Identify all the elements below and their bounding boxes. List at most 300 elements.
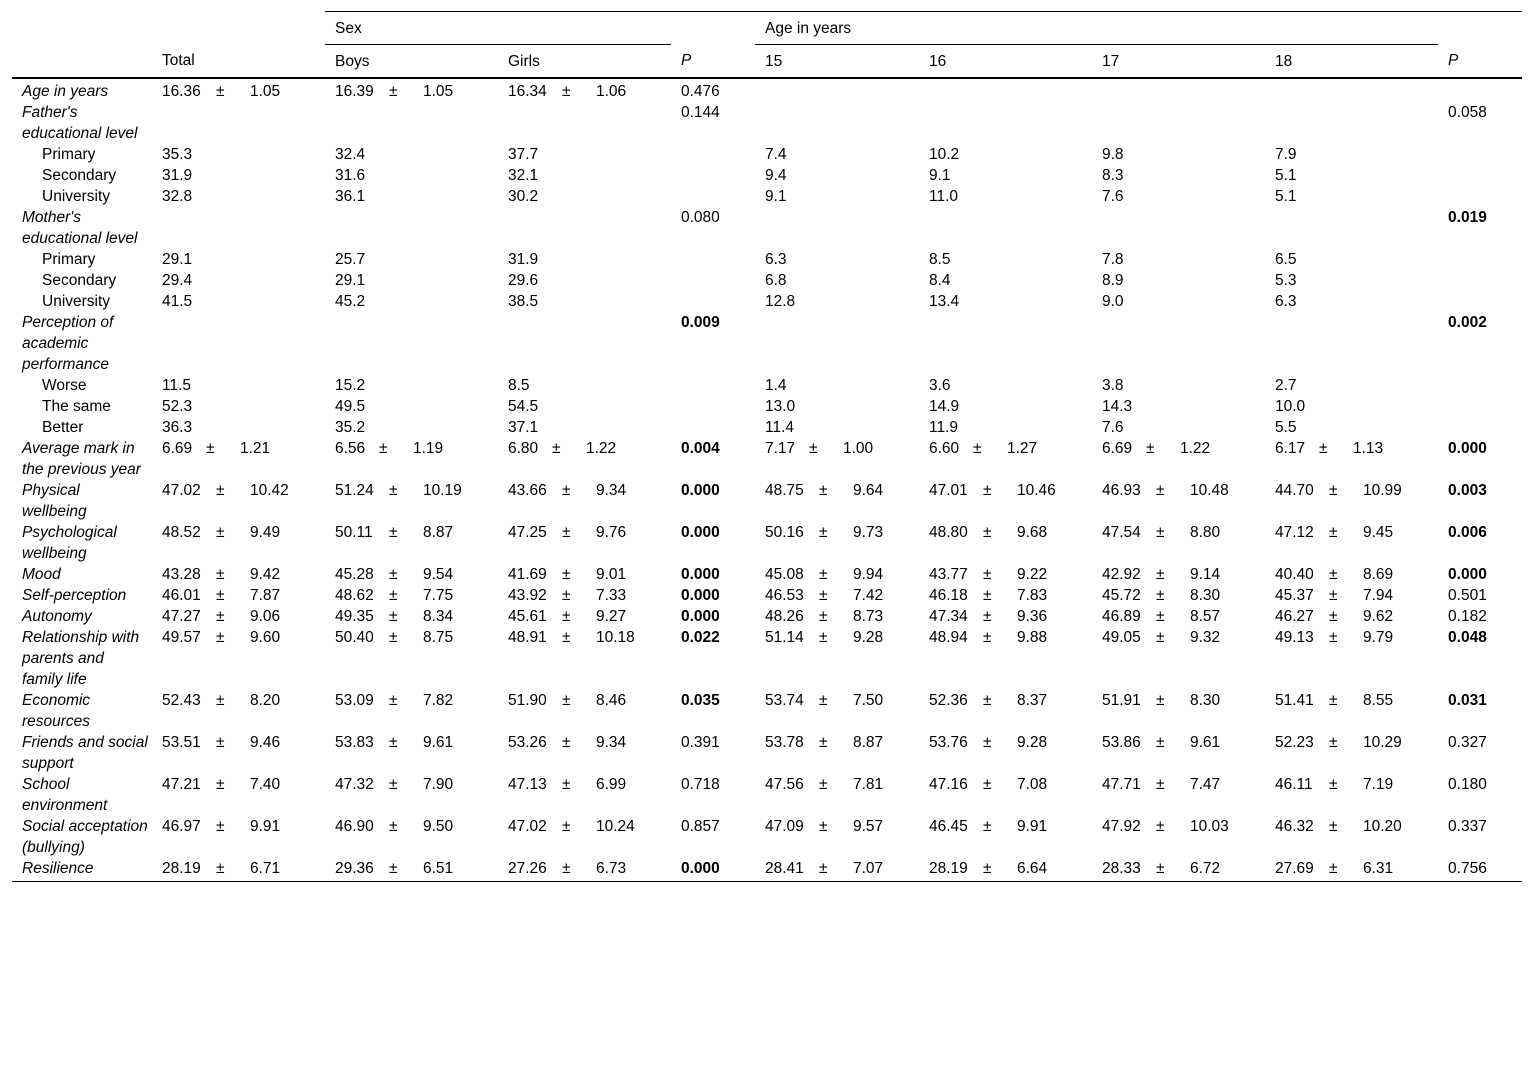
cell-a16 [919, 312, 1092, 375]
mean-value: 46.01 [162, 587, 201, 604]
cell-total [152, 249, 325, 270]
percent-value: 38.5 [508, 293, 539, 310]
cell-a15 [755, 732, 919, 774]
plus-minus-sign: ± [206, 440, 215, 457]
sd-value: 9.27 [596, 608, 627, 625]
percent-value: 54.5 [508, 398, 539, 415]
p-value: 0.182 [1448, 608, 1487, 625]
plus-minus-sign: ± [819, 566, 828, 583]
mean-value: 6.56 [335, 440, 366, 457]
plus-minus-sign: ± [819, 734, 828, 751]
cell-a18 [1265, 207, 1438, 249]
mean-value: 43.28 [162, 566, 201, 583]
p-value: 0.756 [1448, 860, 1487, 877]
plus-minus-sign: ± [1329, 587, 1338, 604]
plus-minus-sign: ± [389, 608, 398, 625]
cell-a17 [1092, 690, 1265, 732]
mean-value: 47.71 [1102, 776, 1141, 793]
header-age-17: 17 [1092, 45, 1265, 79]
sd-value: 10.03 [1190, 818, 1229, 835]
mean-value: 52.36 [929, 692, 968, 709]
mean-value: 53.86 [1102, 734, 1141, 751]
mean-value: 45.08 [765, 566, 804, 583]
plus-minus-sign: ± [216, 608, 225, 625]
cell-boys [325, 774, 498, 816]
cell-a15 [755, 564, 919, 585]
p-value: 0.180 [1448, 776, 1487, 793]
sd-value: 7.08 [1017, 776, 1048, 793]
cell-a16 [919, 375, 1092, 396]
cell-a17 [1092, 78, 1265, 102]
percent-value: 8.5 [508, 377, 530, 394]
cell-a18 [1265, 564, 1438, 585]
percent-value: 7.4 [765, 146, 787, 163]
sd-value: 1.21 [240, 440, 271, 457]
table-row [12, 585, 1522, 606]
cell-total [152, 144, 325, 165]
table-row [12, 564, 1522, 585]
cell-p-sex [671, 627, 755, 690]
plus-minus-sign: ± [216, 587, 225, 604]
table-row [12, 606, 1522, 627]
percent-value: 13.0 [765, 398, 796, 415]
percent-value: 37.7 [508, 146, 539, 163]
cell-boys [325, 858, 498, 882]
mean-value: 27.26 [508, 860, 547, 877]
cell-girls [498, 417, 671, 438]
plus-minus-sign: ± [562, 692, 571, 709]
sd-value: 9.28 [1017, 734, 1048, 751]
percent-value: 14.3 [1102, 398, 1133, 415]
table-row [12, 438, 1522, 480]
mean-value: 46.45 [929, 818, 968, 835]
sd-value: 9.42 [250, 566, 281, 583]
mean-value: 51.14 [765, 629, 804, 646]
cell-a16 [919, 585, 1092, 606]
sd-value: 9.06 [250, 608, 281, 625]
mean-value: 45.28 [335, 566, 374, 583]
plus-minus-sign: ± [983, 776, 992, 793]
p-value: 0.337 [1448, 818, 1487, 835]
cell-boys [325, 165, 498, 186]
percent-value: 7.8 [1102, 251, 1124, 268]
cell-boys [325, 375, 498, 396]
plus-minus-sign: ± [379, 440, 388, 457]
cell-a17 [1092, 249, 1265, 270]
sd-value: 9.79 [1363, 629, 1394, 646]
plus-minus-sign: ± [389, 776, 398, 793]
p-value: 0.000 [681, 608, 720, 625]
cell-boys [325, 627, 498, 690]
cell-p-age [1438, 606, 1522, 627]
cell-total [152, 312, 325, 375]
sd-value: 9.64 [853, 482, 884, 499]
plus-minus-sign: ± [1156, 587, 1165, 604]
mean-value: 42.92 [1102, 566, 1141, 583]
sd-value: 7.19 [1363, 776, 1394, 793]
mean-value: 6.69 [162, 440, 193, 457]
cell-p-sex [671, 564, 755, 585]
mean-value: 45.72 [1102, 587, 1141, 604]
percent-value: 49.5 [335, 398, 366, 415]
p-value: 0.000 [1448, 440, 1487, 457]
cell-p-sex [671, 816, 755, 858]
cell-p-sex [671, 480, 755, 522]
plus-minus-sign: ± [1329, 734, 1338, 751]
mean-value: 6.80 [508, 440, 539, 457]
plus-minus-sign: ± [973, 440, 982, 457]
cell-p-sex [671, 270, 755, 291]
sd-value: 9.62 [1363, 608, 1394, 625]
cell-p-age [1438, 102, 1522, 144]
cell-a18 [1265, 78, 1438, 102]
plus-minus-sign: ± [1329, 776, 1338, 793]
sd-value: 9.49 [250, 524, 281, 541]
sd-value: 6.31 [1363, 860, 1394, 877]
cell-a15 [755, 291, 919, 312]
p-value: 0.391 [681, 734, 720, 751]
plus-minus-sign: ± [216, 524, 225, 541]
sd-value: 9.01 [596, 566, 627, 583]
cell-girls [498, 375, 671, 396]
cell-a17 [1092, 732, 1265, 774]
cell-p-sex [671, 522, 755, 564]
sd-value: 8.73 [853, 608, 884, 625]
table-row [12, 858, 1522, 882]
plus-minus-sign: ± [1156, 608, 1165, 625]
cell-p-age [1438, 732, 1522, 774]
cell-total [152, 774, 325, 816]
cell-p-sex [671, 438, 755, 480]
cell-a16 [919, 816, 1092, 858]
sd-value: 10.42 [250, 482, 289, 499]
mean-value: 48.75 [765, 482, 804, 499]
cell-boys [325, 522, 498, 564]
cell-a16 [919, 606, 1092, 627]
cell-p-age [1438, 207, 1522, 249]
cell-p-sex [671, 102, 755, 144]
sd-value: 10.99 [1363, 482, 1402, 499]
row-variable-label: School environment [22, 776, 108, 814]
mean-value: 28.33 [1102, 860, 1141, 877]
cell-girls [498, 396, 671, 417]
mean-value: 16.34 [508, 83, 547, 100]
plus-minus-sign: ± [562, 83, 571, 100]
cell-a18 [1265, 690, 1438, 732]
cell-boys [325, 291, 498, 312]
cell-p-age [1438, 165, 1522, 186]
plus-minus-sign: ± [983, 734, 992, 751]
percent-value: 12.8 [765, 293, 796, 310]
mean-value: 46.32 [1275, 818, 1314, 835]
percent-value: 10.2 [929, 146, 960, 163]
plus-minus-sign: ± [389, 734, 398, 751]
row-category-label: Primary [42, 251, 96, 268]
cell-p-sex [671, 291, 755, 312]
cell-girls [498, 606, 671, 627]
cell-a18 [1265, 627, 1438, 690]
sd-value: 9.91 [250, 818, 281, 835]
mean-value: 40.40 [1275, 566, 1314, 583]
table-header [12, 12, 1522, 79]
plus-minus-sign: ± [389, 629, 398, 646]
cell-a17 [1092, 186, 1265, 207]
sd-value: 9.50 [423, 818, 454, 835]
mean-value: 51.90 [508, 692, 547, 709]
cell-girls [498, 144, 671, 165]
cell-p-sex [671, 207, 755, 249]
cell-boys [325, 249, 498, 270]
mean-value: 46.27 [1275, 608, 1314, 625]
percent-value: 32.1 [508, 167, 539, 184]
plus-minus-sign: ± [983, 692, 992, 709]
results-table-container [12, 11, 1522, 882]
percent-value: 1.4 [765, 377, 787, 394]
sd-value: 10.46 [1017, 482, 1056, 499]
plus-minus-sign: ± [216, 818, 225, 835]
row-variable-label: Social acceptation (bullying) [22, 818, 148, 856]
sd-value: 7.40 [250, 776, 281, 793]
p-value: 0.857 [681, 818, 720, 835]
cell-a16 [919, 144, 1092, 165]
row-category-label: Worse [42, 377, 87, 394]
table-row [12, 690, 1522, 732]
sd-value: 8.80 [1190, 524, 1221, 541]
mean-value: 49.57 [162, 629, 201, 646]
plus-minus-sign: ± [389, 692, 398, 709]
mean-value: 47.21 [162, 776, 201, 793]
cell-boys [325, 417, 498, 438]
cell-p-sex [671, 690, 755, 732]
sd-value: 8.69 [1363, 566, 1394, 583]
mean-value: 48.80 [929, 524, 968, 541]
table-row [12, 249, 1522, 270]
cell-total [152, 858, 325, 882]
percent-value: 6.8 [765, 272, 787, 289]
mean-value: 29.36 [335, 860, 374, 877]
plus-minus-sign: ± [389, 818, 398, 835]
sd-value: 9.73 [853, 524, 884, 541]
cell-p-age [1438, 438, 1522, 480]
mean-value: 7.17 [765, 440, 796, 457]
sd-value: 9.46 [250, 734, 281, 751]
mean-value: 47.16 [929, 776, 968, 793]
cell-a16 [919, 207, 1092, 249]
sd-value: 8.87 [423, 524, 454, 541]
percent-value: 15.2 [335, 377, 366, 394]
cell-a15 [755, 207, 919, 249]
sd-value: 8.55 [1363, 692, 1394, 709]
percent-value: 35.2 [335, 419, 366, 436]
mean-value: 47.54 [1102, 524, 1141, 541]
mean-value: 46.97 [162, 818, 201, 835]
percent-value: 29.6 [508, 272, 539, 289]
cell-a16 [919, 417, 1092, 438]
cell-a15 [755, 774, 919, 816]
sd-value: 7.42 [853, 587, 884, 604]
p-value: 0.327 [1448, 734, 1487, 751]
plus-minus-sign: ± [809, 440, 818, 457]
row-variable-label: Resilience [12, 858, 152, 882]
sd-value: 8.30 [1190, 587, 1221, 604]
cell-a15 [755, 270, 919, 291]
cell-p-sex [671, 417, 755, 438]
plus-minus-sign: ± [1156, 692, 1165, 709]
percent-value: 8.4 [929, 272, 951, 289]
plus-minus-sign: ± [1156, 860, 1165, 877]
cell-a17 [1092, 396, 1265, 417]
row-variable-label: Physical wellbeing [22, 482, 87, 520]
cell-p-sex [671, 774, 755, 816]
sd-value: 9.34 [596, 734, 627, 751]
cell-a17 [1092, 585, 1265, 606]
mean-value: 47.27 [162, 608, 201, 625]
cell-boys [325, 312, 498, 375]
mean-value: 49.35 [335, 608, 374, 625]
sd-value: 6.71 [250, 860, 281, 877]
cell-total [152, 585, 325, 606]
cell-boys [325, 102, 498, 144]
cell-a15 [755, 375, 919, 396]
p-value: 0.000 [681, 566, 720, 583]
percent-value: 30.2 [508, 188, 539, 205]
percent-value: 5.1 [1275, 167, 1297, 184]
cell-total [152, 732, 325, 774]
percent-value: 8.5 [929, 251, 951, 268]
cell-girls [498, 165, 671, 186]
plus-minus-sign: ± [983, 566, 992, 583]
sd-value: 1.00 [843, 440, 874, 457]
mean-value: 28.41 [765, 860, 804, 877]
cell-a16 [919, 732, 1092, 774]
mean-value: 50.40 [335, 629, 374, 646]
cell-p-age [1438, 78, 1522, 102]
p-value: 0.003 [1448, 482, 1487, 499]
mean-value: 16.36 [162, 83, 201, 100]
table-row [12, 774, 1522, 816]
table-row [12, 102, 1522, 144]
cell-girls [498, 732, 671, 774]
percent-value: 13.4 [929, 293, 960, 310]
cell-a15 [755, 627, 919, 690]
cell-a16 [919, 186, 1092, 207]
p-value: 0.080 [681, 209, 720, 226]
sd-value: 8.57 [1190, 608, 1221, 625]
mean-value: 48.26 [765, 608, 804, 625]
row-category-label: Secondary [42, 272, 117, 289]
sd-value: 9.36 [1017, 608, 1048, 625]
row-category-label: The same [42, 398, 111, 415]
row-variable-label: Psychological wellbeing [22, 524, 117, 562]
cell-p-age [1438, 690, 1522, 732]
cell-a17 [1092, 312, 1265, 375]
sd-value: 9.88 [1017, 629, 1048, 646]
cell-boys [325, 585, 498, 606]
plus-minus-sign: ± [1329, 524, 1338, 541]
mean-value: 47.01 [929, 482, 968, 499]
percent-value: 14.9 [929, 398, 960, 415]
sd-value: 6.72 [1190, 860, 1221, 877]
mean-value: 47.56 [765, 776, 804, 793]
results-table [12, 11, 1522, 882]
cell-boys [325, 186, 498, 207]
plus-minus-sign: ± [1146, 440, 1155, 457]
mean-value: 46.89 [1102, 608, 1141, 625]
cell-boys [325, 732, 498, 774]
percent-value: 31.6 [335, 167, 366, 184]
row-variable-label: Father's educational level [22, 104, 138, 142]
cell-p-age [1438, 417, 1522, 438]
table-row [12, 480, 1522, 522]
percent-value: 8.3 [1102, 167, 1124, 184]
cell-a18 [1265, 270, 1438, 291]
cell-a16 [919, 774, 1092, 816]
percent-value: 31.9 [508, 251, 539, 268]
sd-value: 1.05 [250, 83, 281, 100]
cell-a18 [1265, 144, 1438, 165]
cell-p-age [1438, 312, 1522, 375]
plus-minus-sign: ± [389, 524, 398, 541]
plus-minus-sign: ± [1329, 860, 1338, 877]
cell-a17 [1092, 480, 1265, 522]
cell-a18 [1265, 186, 1438, 207]
cell-a15 [755, 165, 919, 186]
cell-a17 [1092, 606, 1265, 627]
plus-minus-sign: ± [562, 587, 571, 604]
table-row [12, 186, 1522, 207]
cell-a15 [755, 102, 919, 144]
sd-value: 6.73 [596, 860, 627, 877]
cell-a18 [1265, 606, 1438, 627]
percent-value: 29.1 [335, 272, 366, 289]
cell-girls [498, 585, 671, 606]
sd-value: 7.90 [423, 776, 454, 793]
header-p-sex: P [671, 45, 755, 79]
mean-value: 49.05 [1102, 629, 1141, 646]
mean-value: 51.41 [1275, 692, 1314, 709]
cell-a16 [919, 858, 1092, 882]
sd-value: 9.54 [423, 566, 454, 583]
plus-minus-sign: ± [562, 629, 571, 646]
cell-total [152, 417, 325, 438]
sd-value: 10.20 [1363, 818, 1402, 835]
p-value: 0.058 [1448, 104, 1487, 121]
cell-a16 [919, 249, 1092, 270]
cell-total [152, 816, 325, 858]
cell-a17 [1092, 858, 1265, 882]
cell-total [152, 396, 325, 417]
table-row [12, 291, 1522, 312]
plus-minus-sign: ± [216, 566, 225, 583]
header-age-15: 15 [755, 45, 919, 79]
sd-value: 8.46 [596, 692, 627, 709]
cell-a18 [1265, 522, 1438, 564]
plus-minus-sign: ± [819, 818, 828, 835]
mean-value: 28.19 [162, 860, 201, 877]
plus-minus-sign: ± [1329, 566, 1338, 583]
header-empty [671, 12, 755, 45]
mean-value: 28.19 [929, 860, 968, 877]
cell-total [152, 291, 325, 312]
row-variable-label: Average mark in the previous year [22, 440, 141, 478]
cell-a18 [1265, 396, 1438, 417]
cell-a15 [755, 690, 919, 732]
percent-value: 29.4 [162, 272, 193, 289]
cell-p-sex [671, 732, 755, 774]
cell-total [152, 564, 325, 585]
cell-a15 [755, 186, 919, 207]
cell-total [152, 627, 325, 690]
